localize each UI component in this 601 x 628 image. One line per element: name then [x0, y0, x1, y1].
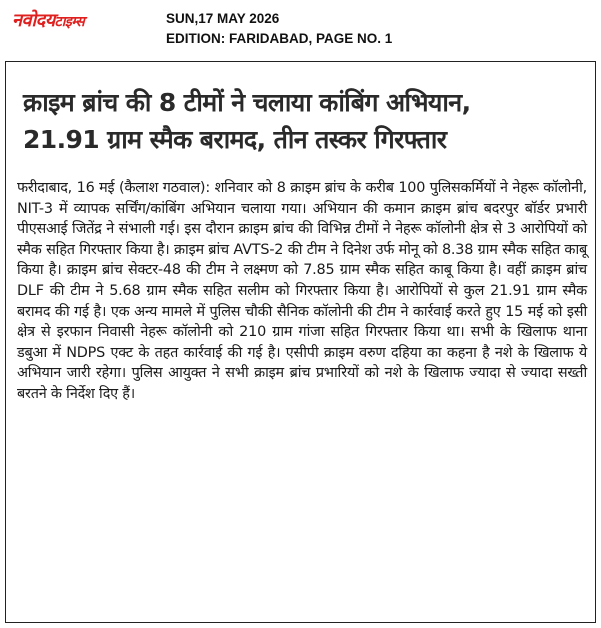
article-headline: [23, 84, 583, 158]
dateline: फरीदाबाद, 16 मई (कैलाश गठवाल):: [17, 180, 210, 196]
article-body: [17, 178, 587, 405]
edition-info: [166, 9, 392, 49]
article-text: [17, 178, 587, 405]
body-text: शनिवार को 8 क्राइम ब्रांच के करीब 100 पुलिसकर्मियों ने नेहरू कॉलोनी, NIT-3 में व्यापक सर्चिंग/कांबिंग अभियान चलाया गया। अभियान की कमान क्राइम ब्रांच बदरपुर बॉर्डर प्रभारी पीएसआई जितेंद्र ने संभाली गई। इस दौरान क्राइम ब्रांच की विभिन्न टीमों ने नेहरू कॉलोनी क्षेत्र से 3 आरोपियों को स्मैक सहित गिरफ्तार किया है। क्राइम ब्रांच AVTS-2 की टीम ने दिनेश उर्फ मोनू को 8.38 ग्राम स्मैक सहित काबू किया है। क्राइम ब्रांच सेक्टर-48 की टीम ने लक्ष्मण को 7.85 ग्राम स्मैक सहित काबू किया है। वहीं क्राइम ब्रांच DLF की टीम ने 5.68 ग्राम स्मैक सहित सलीम को गिरफ्तार किया है। आरोपियों से कुल 21.91 ग्राम स्मैक बरामद की गई है। एक अन्य मामले में पुलिस चौकी सैनिक कॉलोनी की टीम ने कार्रवाई करते हुए 15 मई को इसी क्षेत्र से इरफान निवासी नेहरू कॉलोनी को 210 ग्राम गांजा सहित गिरफ्तार किया था। सभी के खिलाफ थाना डबुआ में NDPS एक्ट के तहत कार्रवाई की गई है। एसीपी क्राइम वरुण दहिया का कहना है नशे के खिलाफ ये अभियान जारी रहेगा। पुलिस आयुक्त ने सभी क्राइम ब्रांच प्रभारियों को नशे के खिलाफ ज्यादा से ज्यादा सख्ती बरतने के निर्देश दिए हैं।: [17, 180, 587, 402]
logo-part2: टाइम्स: [54, 14, 85, 30]
publication-date: SUN,17 MAY 2026: [166, 11, 280, 26]
headline-line-2: 21.91 ग्राम स्मैक बरामद, तीन तस्कर गिरफ्तार: [23, 125, 447, 154]
logo-part1: नवोदय: [12, 10, 55, 31]
newspaper-logo: [12, 8, 84, 32]
edition-page: EDITION: FARIDABAD, PAGE NO. 1: [166, 31, 393, 46]
masthead: [0, 0, 601, 56]
headline-line-1: क्राइम ब्रांच की 8 टीमों ने चलाया कांबिंग अभियान,: [23, 88, 471, 117]
news-article: [5, 61, 596, 623]
